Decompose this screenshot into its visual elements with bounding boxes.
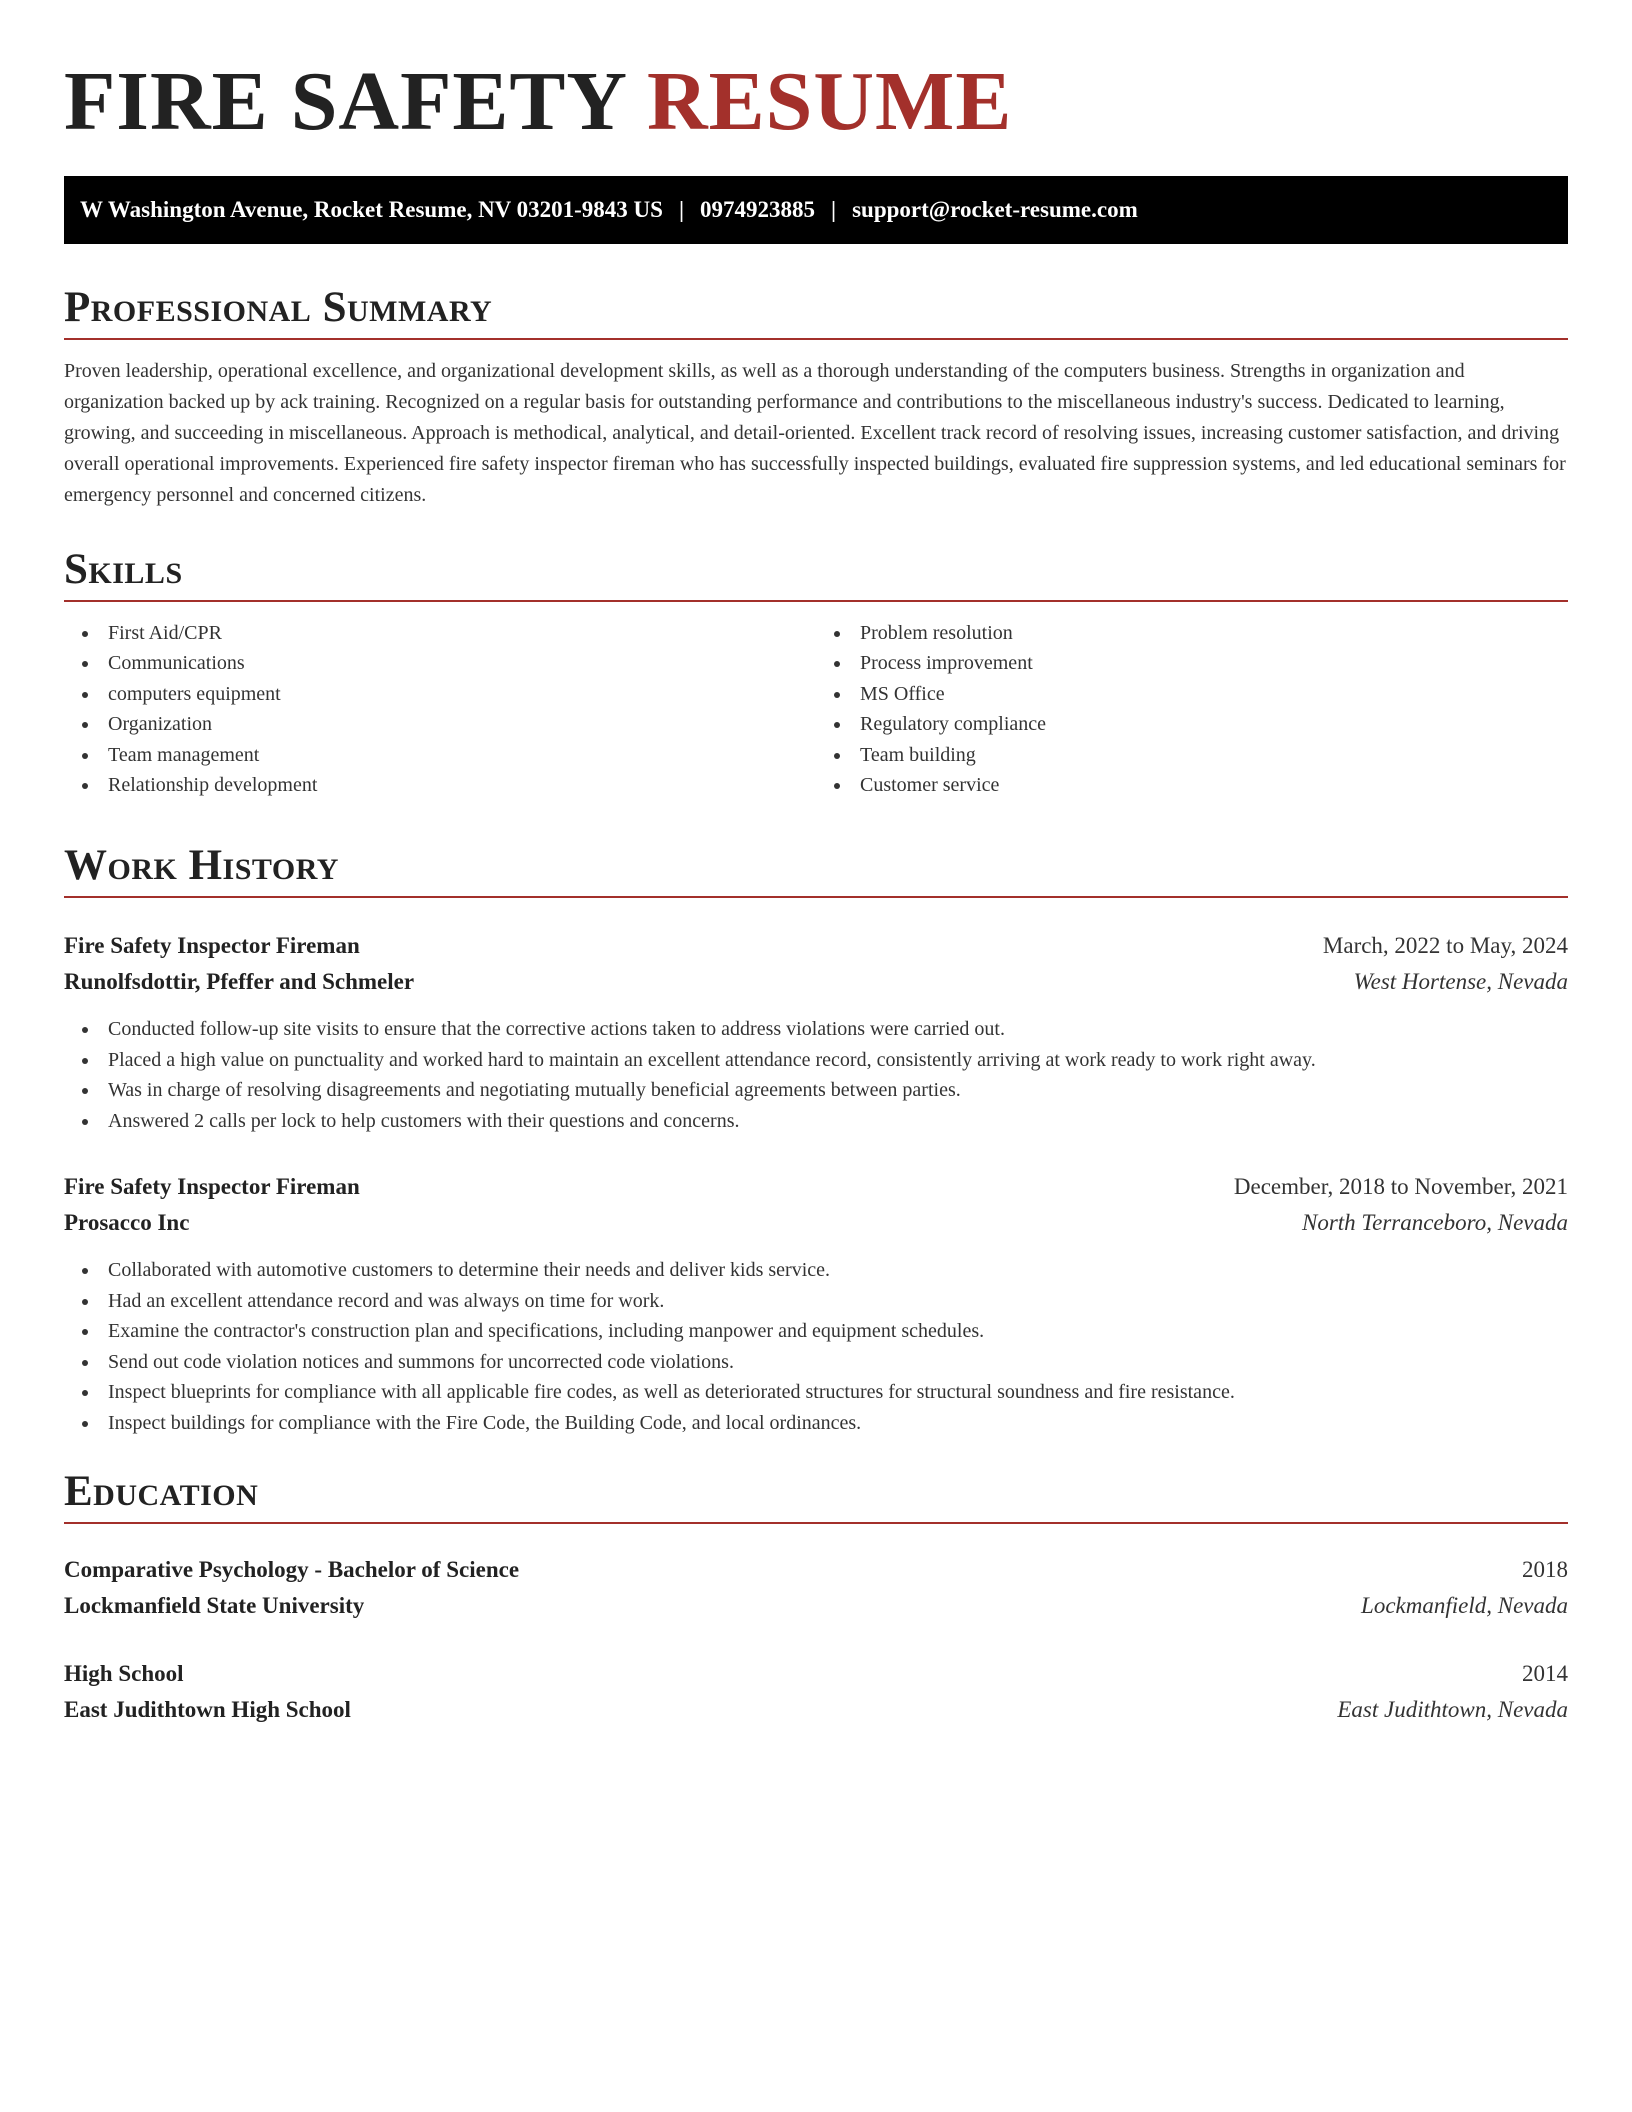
- job-company: Runolfsdottir, Pfeffer and Schmeler: [64, 969, 415, 994]
- skill-item: Team building: [816, 740, 1568, 771]
- work-section: [64, 840, 1568, 898]
- job-entry: [64, 1169, 1568, 1438]
- job-company-row: [64, 1205, 1568, 1241]
- skills-heading: Skills: [64, 544, 1568, 602]
- education-year: 2014: [1522, 1661, 1568, 1686]
- job-bullet: Was in charge of resolving disagreements and negotiating mutually beneficial agreements between parties.: [64, 1075, 1568, 1106]
- skills-column-right: [816, 618, 1568, 801]
- work-heading: Work History: [64, 840, 1568, 898]
- job-header-row: [64, 928, 1568, 964]
- skill-item: MS Office: [816, 679, 1568, 710]
- contact-separator: |: [831, 197, 837, 222]
- resume-title: [64, 52, 1012, 153]
- job-bullet: Inspect buildings for compliance with the Fire Code, the Building Code, and local ordinances.: [64, 1408, 1568, 1439]
- job-bullets: [64, 1014, 1568, 1136]
- skill-item: Communications: [64, 648, 816, 679]
- contact-phone: 0974923885: [700, 197, 816, 222]
- education-degree: Comparative Psychology - Bachelor of Science: [64, 1557, 520, 1582]
- skill-item: Team management: [64, 740, 816, 771]
- job-company: Prosacco Inc: [64, 1210, 190, 1235]
- education-entry: [64, 1656, 1568, 1728]
- job-bullet: Had an excellent attendance record and was always on time for work.: [64, 1286, 1568, 1317]
- job-bullet: Send out code violation notices and summons for uncorrected code violations.: [64, 1347, 1568, 1378]
- education-location: East Judithtown, Nevada: [1337, 1697, 1568, 1722]
- education-degree: High School: [64, 1661, 184, 1686]
- job-title: Fire Safety Inspector Fireman: [64, 933, 360, 958]
- job-company-row: [64, 964, 1568, 1000]
- education-school: Lockmanfield State University: [64, 1593, 365, 1618]
- education-header-row: [64, 1552, 1568, 1588]
- education-school-row: [64, 1588, 1568, 1624]
- education-school-row: [64, 1692, 1568, 1728]
- job-bullet: Placed a high value on punctuality and worked hard to maintain an excellent attendance record, consistently arriving at work ready to work right away.: [64, 1045, 1568, 1076]
- summary-section: [64, 282, 1568, 511]
- summary-heading: Professional Summary: [64, 282, 1568, 340]
- education-school: East Judithtown High School: [64, 1697, 351, 1722]
- job-header-row: [64, 1169, 1568, 1205]
- job-title: Fire Safety Inspector Fireman: [64, 1174, 360, 1199]
- summary-text: Proven leadership, operational excellence, and organizational development skills, as well as a thorough understanding of the computers business. Strengths in organization and organization backed up by ack training. Recognized on a regular basis for outstanding performance and contributions to the miscellaneous industry's success. Dedicated to learning, growing, and succeeding in miscellaneous. Approach is methodical, analytical, and detail-oriented. Excellent track record of resolving issues, increasing customer satisfaction, and driving overall operational improvements. Experienced fire safety inspector fireman who has successfully inspected buildings, evaluated fire suppression systems, and led educational seminars for emergency personnel and concerned citizens.: [64, 359, 1566, 506]
- job-location: North Terranceboro, Nevada: [1302, 1210, 1568, 1235]
- skill-item: Regulatory compliance: [816, 709, 1568, 740]
- skills-section: [64, 544, 1568, 801]
- education-entry: [64, 1552, 1568, 1624]
- contact-email: support@rocket-resume.com: [852, 197, 1138, 222]
- education-header-row: [64, 1656, 1568, 1692]
- skills-column-left: [64, 618, 816, 801]
- job-bullet: Examine the contractor's construction plan and specifications, including manpower and equipment schedules.: [64, 1316, 1568, 1347]
- education-section: [64, 1466, 1568, 1524]
- job-location: West Hortense, Nevada: [1353, 969, 1568, 994]
- job-entry: [64, 928, 1568, 1136]
- skill-item: Organization: [64, 709, 816, 740]
- education-year: 2018: [1522, 1557, 1568, 1582]
- skill-item: computers equipment: [64, 679, 816, 710]
- job-bullet: Inspect blueprints for compliance with all applicable fire codes, as well as deteriorated structures for structural soundness and fire resistance.: [64, 1377, 1568, 1408]
- job-dates: December, 2018 to November, 2021: [1233, 1174, 1568, 1199]
- skill-item: Customer service: [816, 770, 1568, 801]
- skill-item: Relationship development: [64, 770, 816, 801]
- title-main: FIRE SAFETY: [64, 55, 625, 148]
- title-accent: RESUME: [646, 55, 1013, 148]
- education-heading: Education: [64, 1466, 1568, 1524]
- skill-item: First Aid/CPR: [64, 618, 816, 649]
- contact-separator: |: [678, 197, 685, 222]
- skills-list: [64, 618, 1568, 801]
- education-location: Lockmanfield, Nevada: [1361, 1593, 1568, 1618]
- job-dates: March, 2022 to May, 2024: [1322, 933, 1568, 958]
- job-bullet: Conducted follow-up site visits to ensure that the corrective actions taken to address violations were carried out.: [64, 1014, 1568, 1045]
- job-bullets: [64, 1255, 1568, 1438]
- skill-item: Process improvement: [816, 648, 1568, 679]
- job-bullet: Collaborated with automotive customers to determine their needs and deliver kids service.: [64, 1255, 1568, 1286]
- contact-address: W Washington Avenue, Rocket Resume, NV 03201-9843 US: [80, 197, 663, 222]
- contact-bar: [64, 176, 1568, 244]
- skill-item: Problem resolution: [816, 618, 1568, 649]
- job-bullet: Answered 2 calls per lock to help customers with their questions and concerns.: [64, 1106, 1568, 1137]
